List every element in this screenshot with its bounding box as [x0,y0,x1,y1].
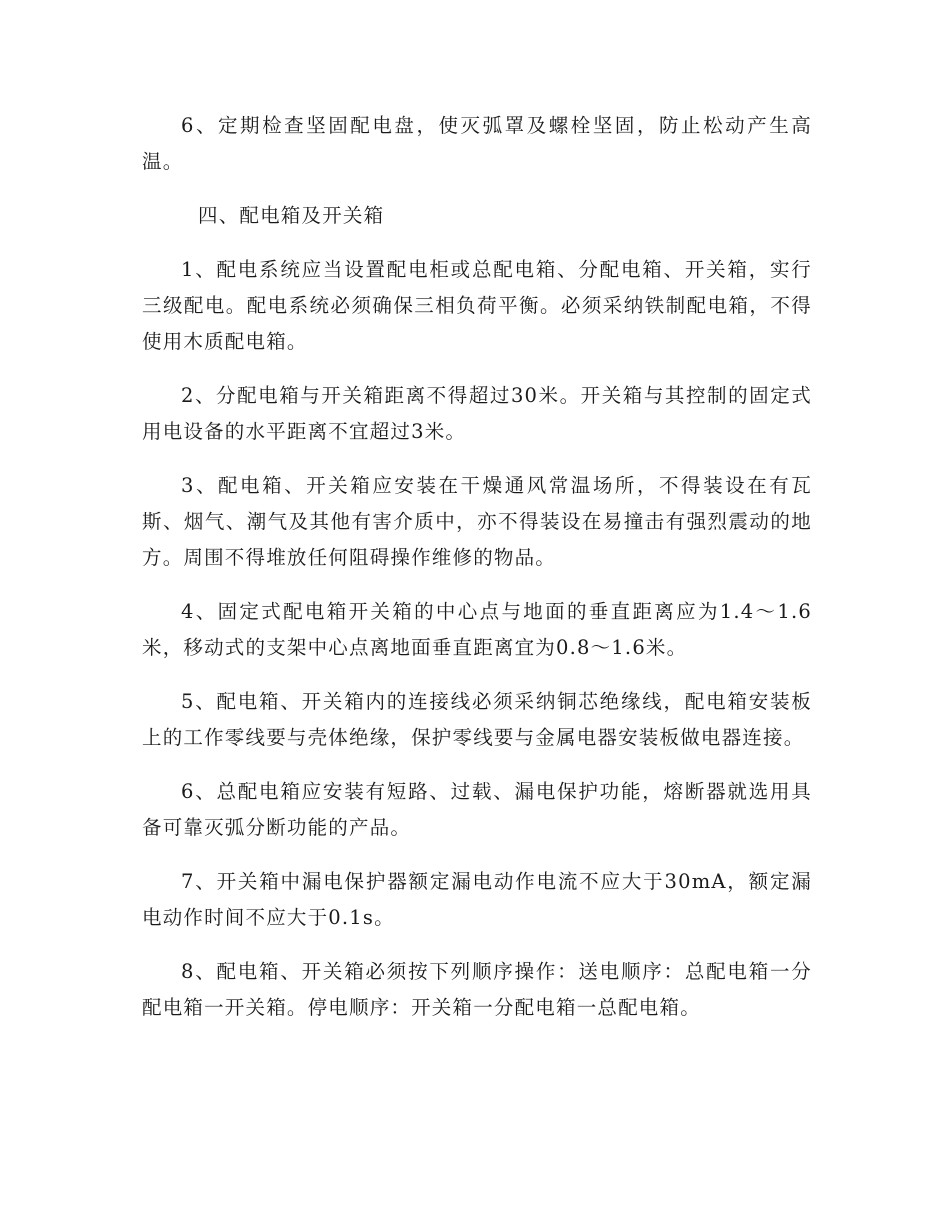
document-body [142,108,812,1044]
paragraph-item-1: 1、配电系统应当设置配电柜或总配电箱、分配电箱、开关箱，实行三级配电。配电系统必须确保三相负荷平衡。必须采纳铁制配电箱，不得使用木质配电箱。 [142,258,812,353]
paragraph-item-6-inspection: 6、定期检查坚固配电盘，使灭弧罩及螺栓坚固，防止松动产生高温。 [142,114,812,173]
paragraph-item-7: 7、开关箱中漏电保护器额定漏电动作电流不应大于30mA，额定漏电动作时间不应大于0.1s。 [142,870,812,929]
paragraph-item-8: 8、配电箱、开关箱必须按下列顺序操作：送电顺序：总配电箱一分配电箱一开关箱。停电顺序：开关箱一分配电箱一总配电箱。 [142,960,812,1019]
paragraph-item-3: 3、配电箱、开关箱应安装在干燥通风常温场所，不得装设在有瓦斯、烟气、潮气及其他有害介质中，亦不得装设在易撞击有强烈震动的地方。周围不得堆放任何阻碍操作维修的物品。 [142,474,812,569]
paragraph-item-5: 5、配电箱、开关箱内的连接线必须采纳铜芯绝缘线，配电箱安装板上的工作零线要与壳体绝缘，保护零线要与金属电器安装板做电器连接。 [142,690,812,749]
paragraph-item-6: 6、总配电箱应安装有短路、过载、漏电保护功能，熔断器就选用具备可靠灭弧分断功能的产品。 [142,780,812,839]
paragraph-item-2: 2、分配电箱与开关箱距离不得超过30米。开关箱与其控制的固定式用电设备的水平距离不宜超过3米。 [142,384,812,443]
paragraph-item-4: 4、固定式配电箱开关箱的中心点与地面的垂直距离应为1.4～1.6米，移动式的支架中心点离地面垂直距离宜为0.8～1.6米。 [142,600,812,659]
section-heading-distribution-boxes: 四、配电箱及开关箱 [198,204,385,227]
